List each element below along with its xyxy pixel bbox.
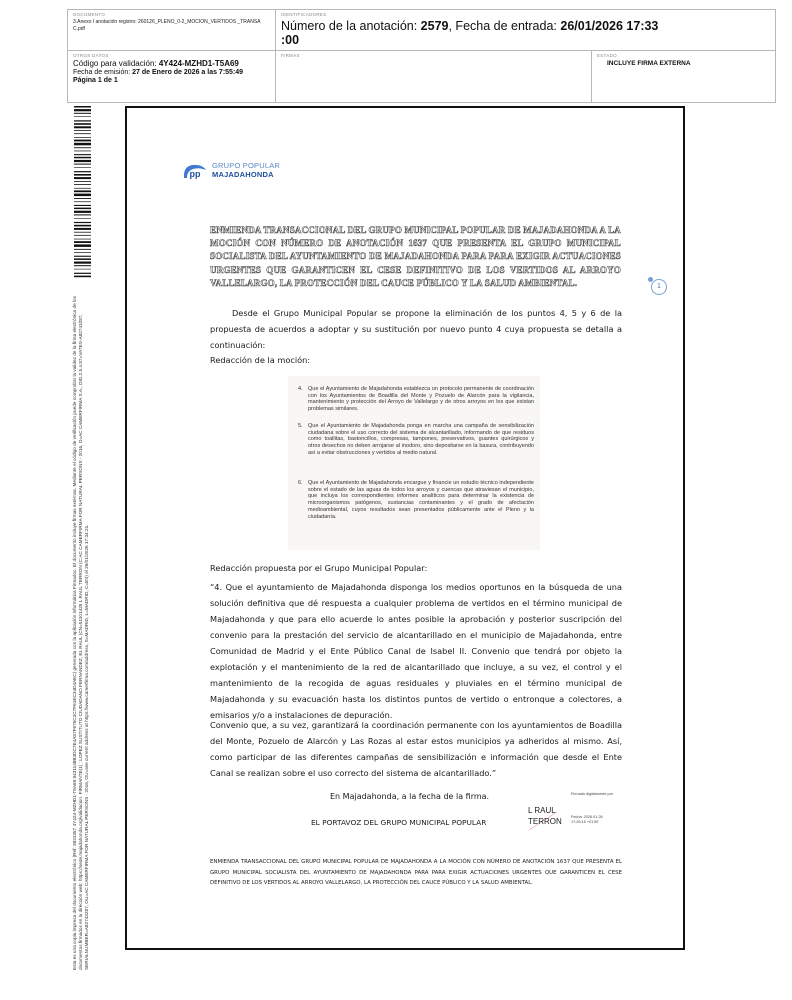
logo-line-1: GRUPO POPULAR	[212, 161, 281, 170]
barcode-icon	[74, 106, 91, 278]
status-value: INCLUYE FIRMA EXTERNA	[607, 60, 691, 67]
identifiers-cell	[276, 10, 775, 51]
excerpt-item: 5. Que el Ayuntamiento de Majadahonda ponga en marcha una campaña de sensibilización ciudadana sobre el uso correcto del sistema de alcantarillado, informando de que residuos como toallitas, bastoncillos, compresas, tampones, preservativos, guantes quirúrgicos y otros desechos no deben arrojarse al inodoro, sino depositarse en la basura, contribuyendo así a evitar obstrucciones y vertidos al medio natural.	[298, 423, 534, 456]
intro-paragraph: Desde el Grupo Municipal Popular se propone la eliminación de los puntos 4, 5 y 6 de la propuesta de acuerdos a adoptar y su sustitución por nuevo punto 4 cuya propuesta se detalla a continuación:	[210, 308, 622, 350]
signatures-label: FIRMAS	[281, 53, 300, 58]
page-count: Página 1 de 1	[73, 77, 118, 84]
motion-heading: Redacción de la moción:	[210, 355, 311, 365]
verification-side-text: Esta es una copia impresa del documento electrónico (Ref: 3823357 4Y424-MZHD1-T5A69 9431148B3DC7E4A57F675C2C7F61EC34D4AEC) generada con la aplicación informática Firmadoc. El documento incluye firmas externas. Mediante el código de verificación puede comprobar la validez de la firma electrónica de los documentos firmados en la dirección web: https://sede.majadahonda.org/validacion. FIRMANTE(1) : LOPEZ SUSTITUTO CIUDADANO FERNANDEZ, EL RAUL (CN=51101425 L RAUL TERRON (C:AC CAMERFIRMA FOR NATURAL PERSONS - 2016, O=AC CAMERFIRMA S.A., OID.2.5.4.97=VATES-A82743287, SERIALNUMBER=A82743287, OU=AC CAMERFIRMA FOR NATURAL PERSONS - 2016, OU=see current address at https://www.camerfirma.com/address, S=MADRID, L=MADRID, C=ES) el 26/01/2026 17:34:21.	[72, 296, 90, 970]
excerpt-item: 6. Que el Ayuntamiento de Majadahonda encargue y financie un estudio técnico independiente sobre el estado de las aguas de todos los arroyos y cuencas que atraviesan el municipio, que incluya los correspondientes informes analíticos para determinar la existencia de microorganismos patógenos, sustancias contaminantes y el grado de afectación medioambiental, cuyos resultados sean presentados públicamente ante el Pleno y la ciudadanía.	[298, 480, 534, 520]
other-data-cell	[68, 51, 276, 102]
entry-date: 26/01/2026 17:33	[560, 19, 659, 33]
document-cell	[68, 10, 276, 51]
identifiers-label: IDENTIFICADORES	[281, 12, 327, 17]
proposal-heading: Redacción propuesta por el Grupo Municipal Popular:	[210, 563, 428, 573]
status-label: ESTADO	[597, 53, 617, 58]
proposal-point-4: “4. Que el ayuntamiento de Majadahonda disponga los medios oportunos en la búsqueda de una solución definitiva que dé respuesta a cualquier problema de vertidos en el término municipal de Majadahonda y que para ello acuerde lo antes posible la aprobación y posterior suscripción del convenio para la prestación del servicio de alcantarillado en el municipio de Majadahonda, entre Comunidad de Madrid y el Ente Público Canal de Isabel II. Convenio que tendrá por objeto la explotación y el mantenimiento de la red de alcantarillado que incluye, a su vez, el control y el mantenimiento de la recogida de aguas residuales y pluviales en el término municipal de Majadahonda y su evacuación hasta los distintos puntos de vertido o entronque a colectores, a emisarios y/o a instalaciones de depuración.	[210, 582, 622, 720]
issue-date-label: Fecha de emisión:	[73, 68, 133, 76]
other-data-label: OTROS DATOS	[73, 53, 109, 58]
proposal-convenio: Convenio que, a su vez, garantizará la coordinación permanente con los ayuntamientos de Boadilla del Monte, Pozuelo de Alarcón y Las Rozas al estar estos municipios ya adheridos al mismo. Así, como participar de las diferentes campañas de sensibilización e información que desde el Ente Canal se realizan sobre el uso correcto del sistema de alcantarillado.”	[210, 720, 622, 778]
svg-text:pp: pp	[189, 169, 201, 179]
issue-date-line	[73, 69, 270, 78]
amendment-title: ENMIENDA TRANSACCIONAL DEL GRUPO MUNICIPAL POPULAR DE MAJADAHONDA A LA MOCIÓN CON NÚMERO DE ANOTACIÓN 1637 QUE PRESENTA EL GRUPO MUNICIPAL SOCIALISTA DEL AYUNTAMIENTO DE MAJADAHONDA PARA PARA EXIGIR ACTUACIONES URGENTES QUE GARANTICEN EL CESE DEFINITIVO DE LOS VERTIDOS AL ARROYO VALLELARGO, LA PROTECCIÓN DEL CAUCE PÚBLICO Y LA SALUD AMBIENTAL.	[210, 225, 621, 288]
signatures-cell	[276, 51, 592, 102]
status-cell	[592, 51, 775, 102]
page-footer: ENMIENDA TRANSACCIONAL DEL GRUPO MUNICIPAL POPULAR DE MAJADAHONDA A LA MOCIÓN CON NÚMERO DE ANOTACIÓN 1637 QUE PRESENTA EL GRUPO MUNICIPAL SOCIALISTA DEL AYUNTAMIENTO DE MAJADAHONDA PARA PARA EXIGIR ACTUACIONES URGENTES QUE GARANTICEN EL CESE DEFINITIVO DE LOS VERTIDOS AL ARROYO VALLELARGO, LA PROTECCIÓN DEL CAUCE PÚBLICO Y LA SALUD AMBIENTAL.	[210, 859, 622, 886]
registration-header	[67, 9, 776, 103]
entry-number-line	[281, 19, 770, 47]
document-page	[125, 106, 685, 950]
entry-number-prefix: Número de la anotación:	[281, 19, 421, 33]
signature-note: Firmado digitalmente por	[571, 792, 613, 796]
entry-date-prefix: , Fecha de entrada:	[448, 19, 561, 33]
document-filename[interactable]: 3.Anexo I anotación registro: 260126_PLENO_0-2_MOCION_VERTIDOS _TRANSA C.pdf	[73, 19, 261, 32]
document-label: DOCUMENTO	[73, 12, 106, 17]
closing-place-date: En Majadahonda, a la fecha de la firma.	[330, 792, 490, 801]
pp-logo-icon	[182, 163, 208, 180]
signer-name: L RAUL TERRON	[528, 806, 562, 826]
logo-line-2: MAJADAHONDA	[212, 170, 274, 179]
excerpt-item: 4. Que el Ayuntamiento de Majadahonda establezca un protocolo permanente de coordinación con los Ayuntamientos de Boadilla del Monte y Pozuelo de Alarcón para la vigilancia, mantenimiento y protección del Arroyo de Vallelargo y de otros arroyos en los que existan problemas similares.	[298, 386, 534, 413]
party-logo	[182, 161, 292, 183]
scanned-motion-excerpt	[288, 376, 540, 550]
issue-date: 27 de Enero de 2026 a las 7:55:49	[132, 68, 244, 76]
validation-code[interactable]: 4Y424-MZHD1-T5A69	[158, 59, 239, 68]
entry-number: 2579	[420, 19, 449, 33]
signatory-role: EL PORTAVOZ DEL GRUPO MUNICIPAL POPULAR	[311, 818, 487, 827]
validation-code-line	[73, 60, 270, 69]
entry-date-tail: :00	[281, 33, 300, 47]
signature-date: Fecha: 2026.01.26 17:26:16 +01'00'	[571, 815, 603, 824]
validation-code-label: Código para validación:	[73, 59, 159, 68]
annotation-badge[interactable]: 1	[651, 279, 667, 295]
